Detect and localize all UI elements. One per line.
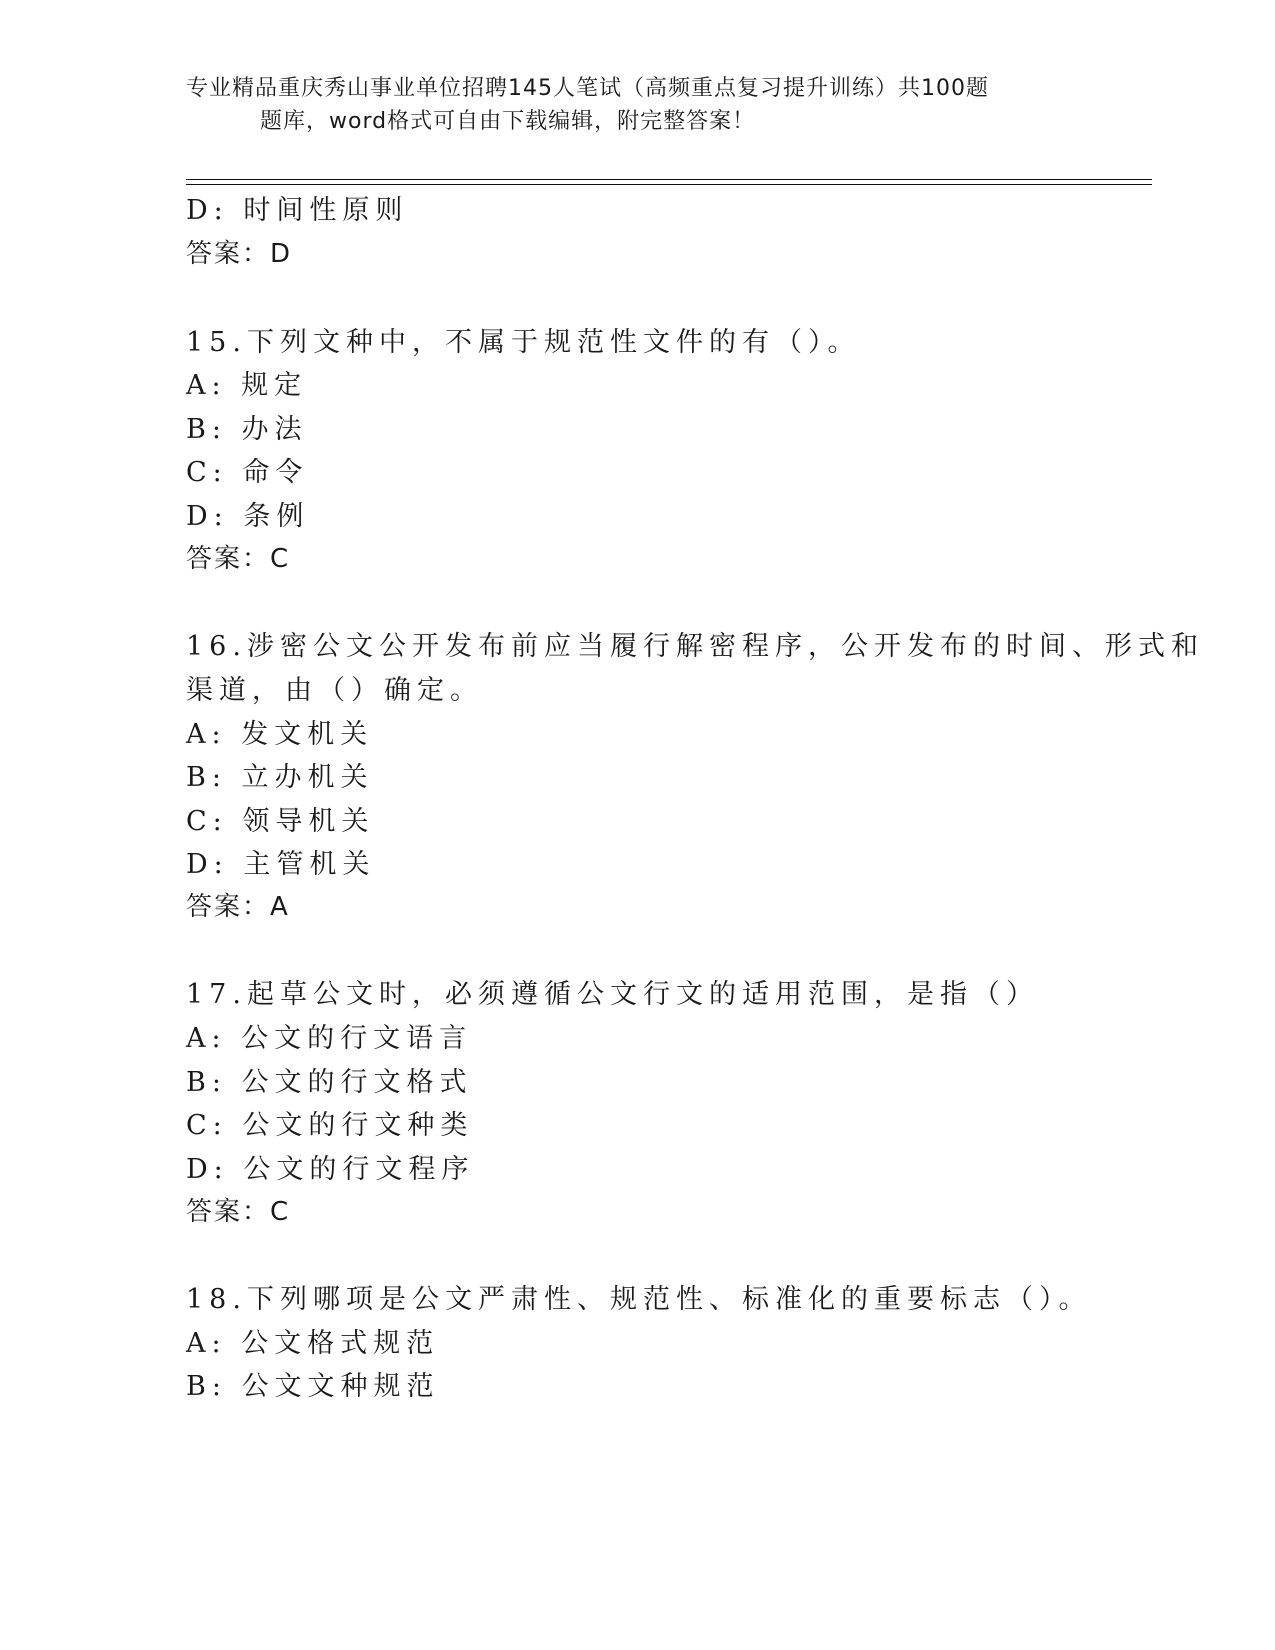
q16-answer: 答案：A (186, 892, 290, 922)
q17-option-c: C: 公文的行文种类 (186, 1110, 474, 1141)
header-title-line2: 题库，word格式可自由下载编辑，附完整答案！ (260, 109, 756, 134)
prev-option-d: D: 时间性原则 (186, 195, 409, 226)
q16-option-d: D: 主管机关 (186, 849, 376, 880)
q16-stem-line2: 渠道，由（）确定。 (186, 675, 483, 706)
q17-option-b: B: 公文的行文格式 (186, 1067, 473, 1098)
q16-stem-line1: 16.涉密公文公开发布前应当履行解密程序，公开发布的时间、形式和 (186, 631, 1204, 662)
prev-answer: 答案：D (186, 239, 293, 269)
q15-stem: 15.下列文种中，不属于规范性文件的有（）。 (186, 327, 861, 358)
document-header (186, 72, 1066, 138)
q18-stem: 18.下列哪项是公文严肃性、规范性、标准化的重要标志（）。 (186, 1284, 1092, 1315)
q18-option-b: B: 公文文种规范 (186, 1371, 440, 1402)
q17-option-d: D: 公文的行文程序 (186, 1154, 475, 1185)
q16-option-b: B: 立办机关 (186, 762, 374, 793)
q15-option-c: C: 命令 (186, 457, 309, 488)
q17-stem: 17.起草公文时，必须遵循公文行文的适用范围，是指（） (186, 979, 1039, 1010)
q15-answer: 答案：C (186, 544, 291, 574)
q16-option-a: A: 发文机关 (186, 719, 374, 750)
q18-option-a: A: 公文格式规范 (186, 1328, 440, 1359)
q15-option-b: B: 办法 (186, 414, 308, 445)
q15-option-a: A: 规定 (186, 370, 308, 401)
q17-answer: 答案：C (186, 1197, 291, 1227)
header-divider-bottom (186, 184, 1152, 185)
q16-option-c: C: 领导机关 (186, 806, 375, 837)
header-title-line1: 专业精品重庆秀山事业单位招聘145人笔试（高频重点复习提升训练）共100题 (186, 76, 989, 101)
q17-option-a: A: 公文的行文语言 (186, 1023, 473, 1054)
q15-option-d: D: 条例 (186, 501, 310, 532)
header-divider-top (186, 179, 1152, 180)
